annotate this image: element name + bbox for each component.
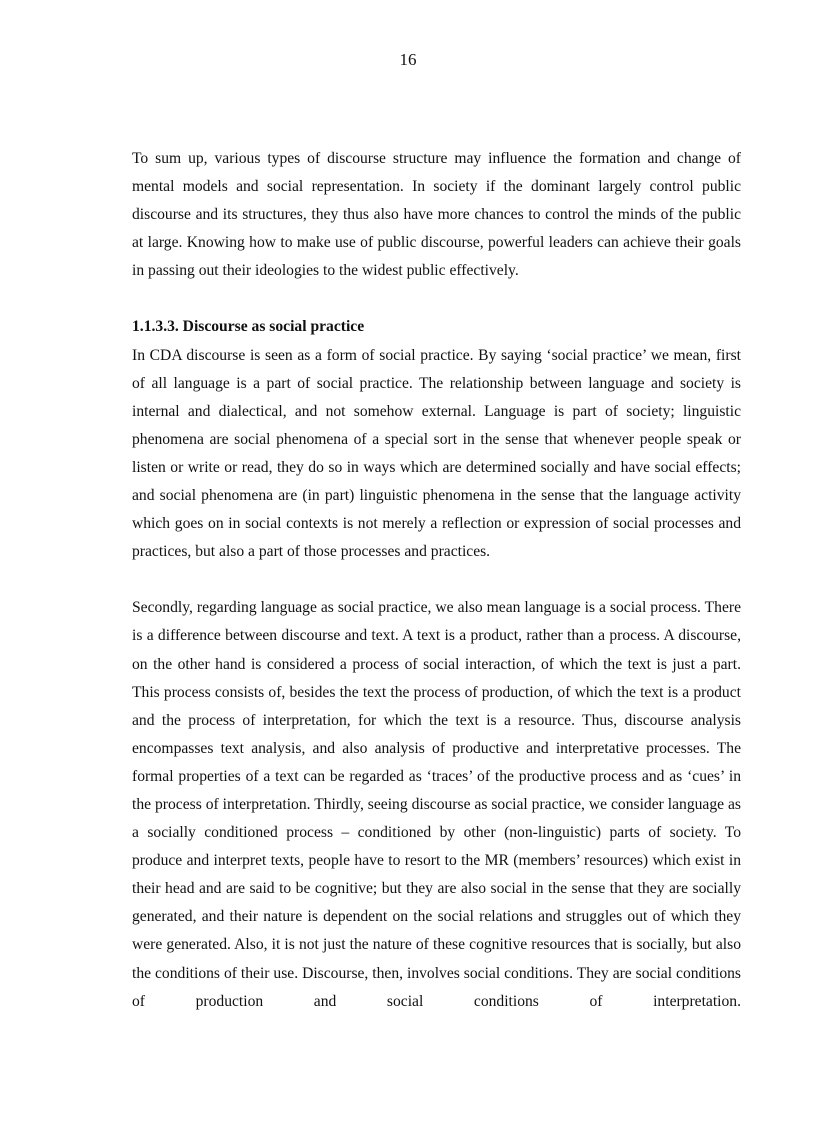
paragraph-social-practice: In CDA discourse is seen as a form of social practice. By saying ‘social practice’ we mean, first of all language is a part of social practice. The relationship between language and society is internal and dialectical, and not somehow external. Language is part of society; linguistic phenomena are social phenomena of a special sort in the sense that whenever people speak or listen or write or read, they do so in ways which are determined socially and have social effects; and social phenomena are (in part) linguistic phenomena in the sense that the language activity which goes on in social contexts is not merely a reflection or expression of social processes and practices, but also a part of those processes and practices. — [132, 346, 741, 561]
section-heading: 1.1.3.3. Discourse as social practice — [132, 318, 365, 336]
page-body — [132, 145, 741, 1016]
paragraph-social-process: Secondly, regarding language as social practice, we also mean language is a social process. There is a difference between discourse and text. A text is a product, rather than a process. A discourse, on the other hand is considered a process of social interaction, of which the text is just a part. This process consists of, besides the text the process of production, of which the text is a product and the process of interpretation, for which the text is a resource. Thus, discourse analysis encompasses text analysis, and also analysis of productive and interpretative processes. The formal properties of a text can be regarded as ‘traces’ of the productive process and as ‘cues’ in the process of interpretation. Thirdly, seeing discourse as social practice, we consider language as a socially conditioned process – conditioned by other (non-linguistic) parts of society. To produce and interpret texts, people have to resort to the MR (members’ resources) which exist in their head and are said to be cognitive; but they are also social in the sense that they are socially generated, and their nature is dependent on the social relations and struggles out of which they were generated. Also, it is not just the nature of these cognitive resources that is socially, but also the conditions of their use. Discourse, then, involves social conditions. They are social conditions of production and social conditions of interpretation. — [132, 599, 741, 1010]
paragraph-gap — [132, 566, 741, 594]
paragraph-summary: To sum up, various types of discourse structure may influence the formation and change of mental models and social representation. In society if the dominant largely control public discourse and its structures, they thus also have more chances to control the minds of the public at large. Knowing how to make use of public discourse, powerful leaders can achieve their goals in passing out their ideologies to the widest public effectively. — [132, 150, 741, 280]
page-number: 16 — [399, 50, 417, 69]
paragraph-gap — [132, 285, 741, 313]
